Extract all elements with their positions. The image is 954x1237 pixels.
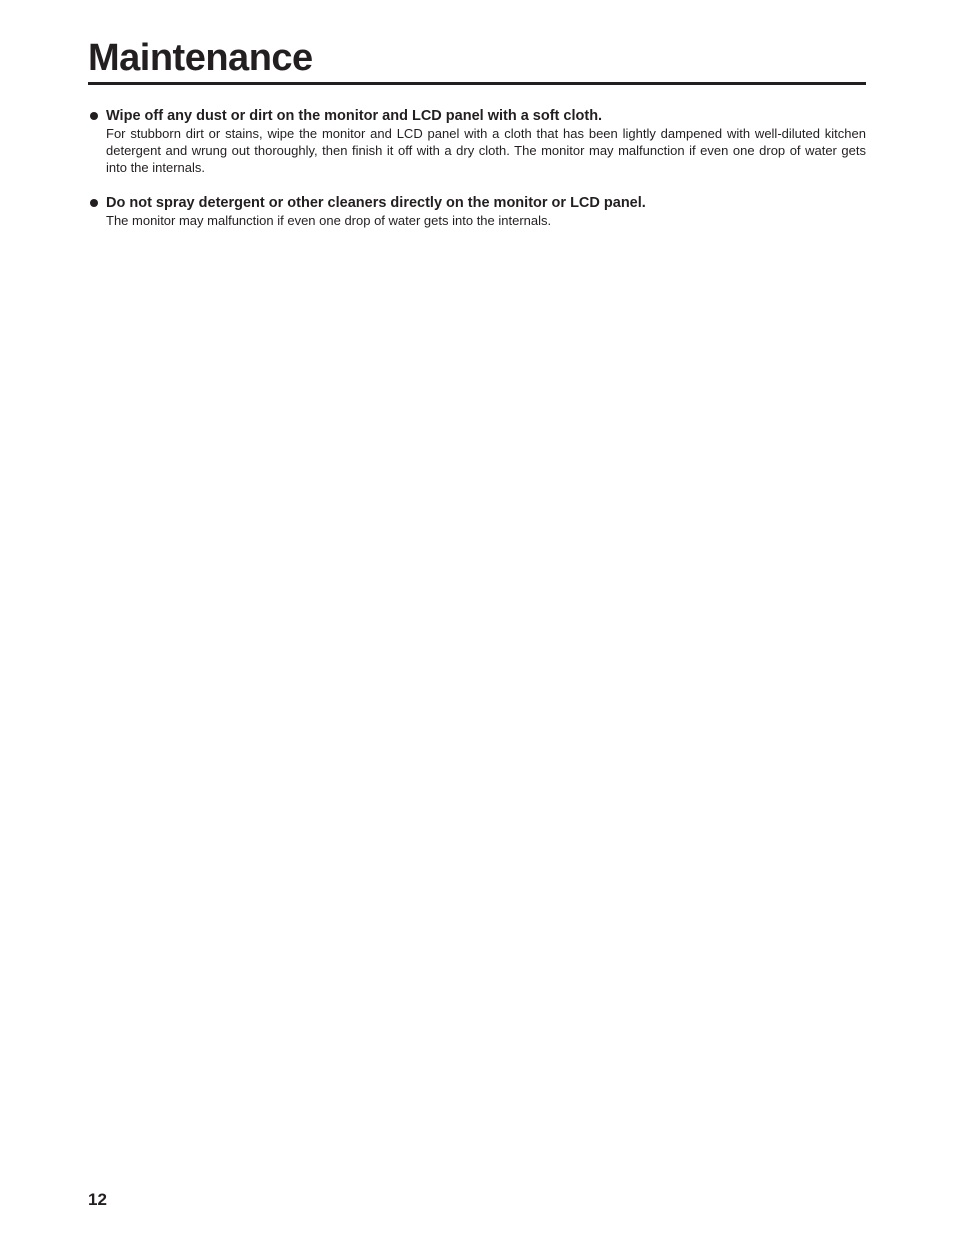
item-body: The monitor may malfunction if even one drop of water gets into the internals. xyxy=(106,213,552,228)
title-rule xyxy=(88,82,866,85)
page-number: 12 xyxy=(88,1190,107,1209)
bullet-icon xyxy=(90,199,98,207)
maintenance-list xyxy=(88,107,866,247)
list-item xyxy=(88,194,866,229)
item-heading: Wipe off any dust or dirt on the monitor and LCD panel with a soft cloth. xyxy=(106,108,603,124)
item-body: For stubborn dirt or stains, wipe the monitor and LCD panel with a cloth that has been lightly dampened with well-diluted kitchen detergent and wrung out thoroughly, then finish it off with a dry cloth. The monitor may malfunction if even one drop of water gets into the internals. xyxy=(106,126,866,175)
list-item xyxy=(88,107,866,176)
page-title: Maintenance xyxy=(88,37,313,79)
item-heading: Do not spray detergent or other cleaners directly on the monitor or LCD panel. xyxy=(106,195,646,211)
bullet-icon xyxy=(90,112,98,120)
